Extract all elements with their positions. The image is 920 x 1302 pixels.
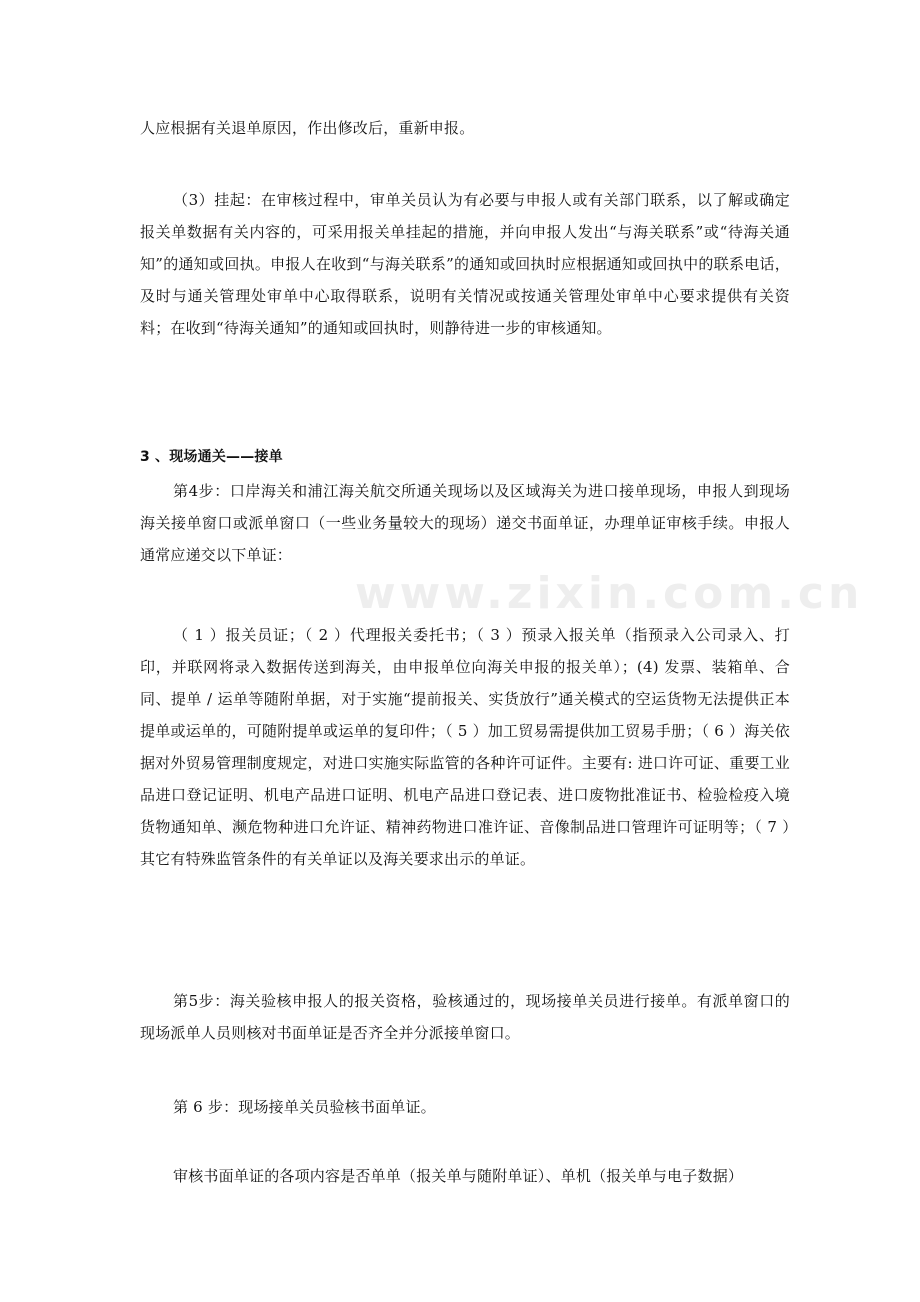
paragraph-step-4: 第4步：口岸海关和浦江海关航交所通关现场以及区域海关为进口接单现场，申报人到现场海关接单窗口或派单窗口（一些业务量较大的现场）递交书面单证，办理单证审核手续。申报人通常应递交以下单证： [140,482,790,564]
watermark: www.zixin.com.cn [355,568,864,619]
paragraph-suspend: （3）挂起：在审核过程中，审单关员认为有必要与申报人或有关部门联系，以了解或确定报关单数据有关内容的，可采用报关单挂起的措施，并向申报人发出“与海关联系”或“待海关通知”的通知或回执。申报人在收到“与海关联系”的通知或回执时应根据通知或回执中的联系电话，及时与通关管理处审单中心取得联系，说明有关情况或按通关管理处审单中心要求提供有关资料；在收到“待海关通知”的通知或回执时，则静待进一步的审核通知。 [140,191,790,337]
paragraph-resubmit: 人应根据有关退单原因，作出修改后，重新申报。 [140,119,475,137]
paragraph-step-6: 第 6 步：现场接单关员验核书面单证。 [173,1098,436,1116]
paragraph-step-5: 第5步：海关验核申报人的报关资格，验核通过的，现场接单关员进行接单。有派单窗口的现场派单人员则核对书面单证是否齐全并分派接单窗口。 [140,992,790,1042]
section-heading: 3 、现场通关——接单 [140,449,283,465]
paragraph-document-list: （ 1 ）报关员证；（ 2 ）代理报关委托书；（ 3 ）预录入报关单（指预录入公司录入、打印，并联网将录入数据传送到海关，由申报单位向海关申报的报关单）；(4) 发票、装箱单、合同、提单 / 运单等随附单据，对于实施“提前报关、实货放行”通关模式的空运货物无法提供正本提单或运单的，可随附提单或运单的复印件；（ 5 ）加工贸易需提供加工贸易手册；（ 6 ）海关依据对外贸易管理制度规定，对进口实施实际监管的各种许可证件。主要有: 进口许可证、重要工业品进口登记证明、机电产品进口证明、机电产品进口登记表、进口废物批准证书、检验检疫入境货物通知单、濒危物种进口允许证、精神药物进口准许证、音像制品进口管理许可证明等；（ 7 ）其它有特殊监管条件的有关单证以及海关要求出示的单证。 [140,626,790,868]
paragraph-review: 审核书面单证的各项内容是否单单（报关单与随附单证）、单机（报关单与电子数据） [173,1167,744,1185]
